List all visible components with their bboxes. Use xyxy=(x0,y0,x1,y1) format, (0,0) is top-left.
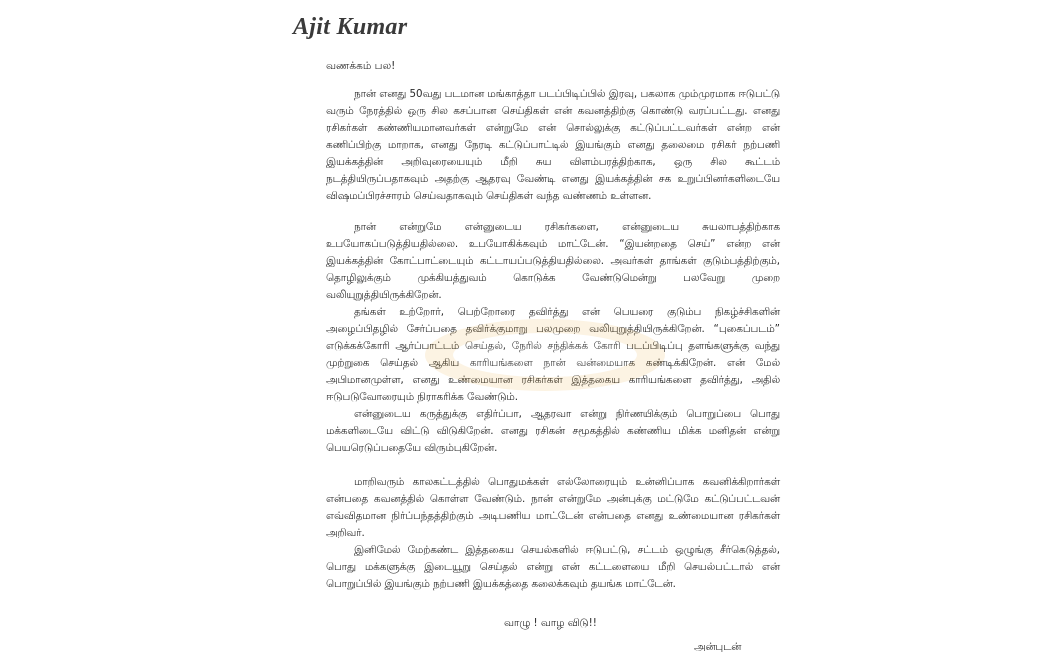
closing-slogan: வாழு ! வாழ விடு!! xyxy=(504,617,597,629)
letter-paragraph-4: என்னுடைய கருத்துக்கு எதிர்ப்பா, ஆதரவா என்று நிர்ணயிக்கும் பொறுப்பை பொது மக்களிடையே விட்டு விடுகிறேன். எனது ரசிகன் சமூகத்தில் கண்ணிய மிக்க மனிதன் என்று பெயரெடுப்பதையே விரும்புகிறேன். xyxy=(326,408,780,454)
letter-paragraph-2: நான் என்றுமே என்னுடைய ரசிகர்களை, என்னுடைய சுயலாபத்திற்காக உபயோகப்படுத்தியதில்லை. உபயோகிக்கவும் மாட்டேன். “இயன்றதை செய்” என்ற என் இயக்கத்தின் கோட்பாட்டையும் கட்டாயப்படுத்தியதில்லை. அவர்கள் தாங்கள் குடும்பத்திற்கும், தொழிலுக்கும் முக்கியத்துவம் கொடுக்க வேண்டுமென்று பலவேறு முறை வலியுறுத்தியிருக்கிறேன். xyxy=(326,221,780,301)
letterhead-name: Ajit Kumar xyxy=(293,14,408,40)
signoff: அன்புடன் xyxy=(694,641,742,653)
letter-paragraph-6: இனிமேல் மேற்கண்ட இத்தகைய செயல்களில் ஈடுபட்டு, சட்டம் ஒழுங்கு சீர்கெடுத்தல், பொது மக்களுக்கு இடையூறு செய்தல் என்று என் கட்டளையை மீறி செயல்பட்டால் என் பொறுப்பில் இயங்கும் நற்பணி இயக்கத்தை கலைக்கவும் தயங்க மாட்டேன். xyxy=(326,544,780,590)
letter-paragraph-3: தங்கள் உற்றோர், பெற்றோரை தவிர்த்து என் பெயரை குடும்ப நிகழ்ச்சிகளின் அழைப்பிதழில் சேர்ப்பதை தவிர்க்குமாறு பலமுறை வலியுறுத்தியிருக்கிறேன். “புகைப்படம்” எடுக்கக்கோரி ஆர்ப்பாட்டம் செய்தல், நேரில் சந்திக்கக் கோரி படப்பிடிப்பு தளங்களுக்கு வந்து முற்றுகை செய்தல் ஆகிய காரியங்களை நான் வன்மையாக கண்டிக்கிறேன். என் மேல் அபிமானமுள்ள, எனது உண்மையான ரசிகர்கள் இத்தகைய காரியங்களை தவிர்த்து, அதில் ஈடுபடுவோரையும் நிராகரிக்க வேண்டும். xyxy=(326,306,780,403)
letter-paragraph-1: நான் எனது 50வது படமான மங்காத்தா படப்பிடிப்பில் இரவு, பகலாக மும்முரமாக ஈடுபட்டு வரும் நேரத்தில் ஒரு சில கசப்பான செய்திகள் என் கவனத்திற்கு கொண்டு வரப்பட்டது. எனது ரசிகர்கள் கண்ணியமானவர்கள் என்றுமே என் சொல்லுக்கு கட்டுப்பட்டவர்கள் என்ற என் கணிப்பிற்கு மாறாக, எனது நேரடி கட்டுப்பாட்டில் இயங்கும் எனது தலைமை ரசிகர் நற்பணி இயக்கத்தின் அறிவுரையையும் மீறி சுய விளம்பரத்திற்காக, ஒரு சில கூட்டம் நடத்தியிருப்பதாகவும் அதற்கு ஆதரவு வேண்டி எனது இயக்கத்தின் சக உறுப்பினர்களிடையே விஷமப்பிரச்சாரம் செய்வதாகவும் செய்திகள் வந்த வண்ணம் உள்ளன. xyxy=(326,88,780,202)
letter-paragraph-5: மாறிவரும் காலகட்டத்தில் பொதுமக்கள் எல்லோரையும் உன்னிப்பாக கவனிக்கிறார்கள் என்பதை கவனத்தில் கொள்ள வேண்டும். நான் என்றுமே அன்புக்கு மட்டுமே கட்டுப்பட்டவன் எவ்விதமான நிர்ப்பந்தத்திற்கும் அடிபணிய மாட்டேன் என்பதை எனது உண்மையான ரசிகர்கள் அறிவர். xyxy=(326,476,780,539)
salutation: வணக்கம் பல! xyxy=(326,60,396,72)
